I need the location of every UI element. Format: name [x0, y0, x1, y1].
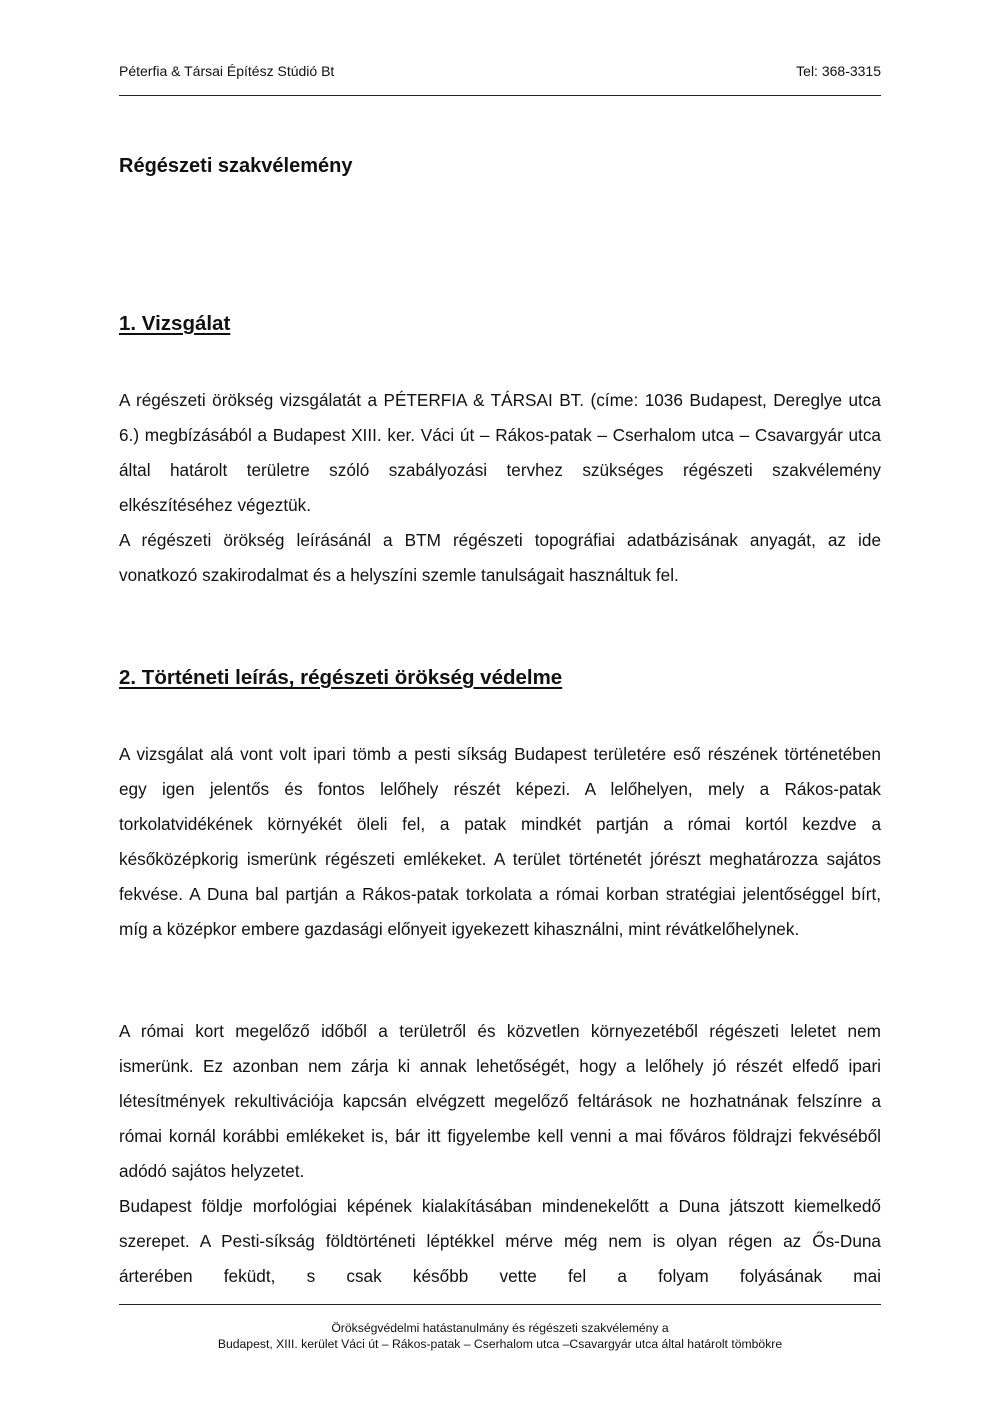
footer-line-1: Örökségvédelmi hatástanulmány és régészeti szakvélemény a — [331, 1321, 669, 1335]
header-company-name: Péterfia & Társai Építész Stúdió Bt — [119, 63, 335, 79]
document-title: Régészeti szakvélemény — [119, 155, 353, 177]
footer-divider — [119, 1304, 881, 1305]
page-header — [119, 60, 881, 82]
footer-line-2: Budapest, XIII. kerület Váci út – Rákos-patak – Cserhalom utca –Csavargyár utca által határolt tömbökre — [217, 1337, 783, 1351]
section-2-paragraph-3: Budapest földje morfológiai képének kialakításában mindenekelőtt a Duna játszott kiemelkedő szerepet. A Pesti-síkság földtörténeti léptékkel mérve még nem is olyan régen az Ős-Duna árterében feküdt, s csak később vette fel a folyam folyásának mai — [119, 1196, 881, 1286]
section-heading-vizsgalat: 1. Vizsgálat — [119, 312, 231, 335]
section-2-paragraph-2: A római kort megelőző időből a területről és közvetlen környezetéből régészeti leletet nem ismerünk. Ez azonban nem zárja ki annak lehetőségét, hogy a lelőhely jó részét elfedő ipari létesítmények rekultivációja kapcsán elvégzett megelőző feltárások ne hozhatnának felszínre a római kornál korábbi emlékeket is, bár itt figyelembe kell venni a mai főváros földrajzi fekvéséből adódó sajátos helyzetet. — [119, 1021, 881, 1181]
header-divider — [119, 95, 881, 96]
section-1-paragraph-2: A régészeti örökség leírásánál a BTM régészeti topográfiai adatbázisának anyagát, az ide vonatkozó szakirodalmat és a helyszíni szemle tanulságait használtuk fel. — [119, 530, 881, 585]
header-phone: Tel: 368-3315 — [796, 63, 881, 79]
section-1-paragraph-1: A régészeti örökség vizsgálatát a PÉTERFIA & TÁRSAI BT. (címe: 1036 Budapest, Dereglye utca 6.) megbízásából a Budapest XIII. ker. Váci út – Rákos-patak – Cserhalom utca – Csavargyár utca által határolt területre szóló szabályozási tervhez szükséges régészeti szakvélemény elkészítéséhez végeztük. — [119, 390, 881, 515]
page-footer — [119, 1320, 881, 1352]
section-2-paragraph-1: A vizsgálat alá vont volt ipari tömb a pesti síkság Budapest területére eső részének történetében egy igen jelentős és fontos lelőhely részét képezi. A lelőhelyen, mely a Rákos-patak torkolatvidékének környékét öleli fel, a patak mindkét partján a római kortól kezdve a későközépkorig ismerünk régészeti emlékeket. A terület történetét jórészt meghatározza sajátos fekvése. A Duna bal partján a Rákos-patak torkolata a római korban stratégiai jelentőséggel bírt, míg a középkor embere gazdasági előnyeit igyekezett kihasználni, mint révátkelőhelynek. — [119, 744, 881, 939]
section-heading-torteneti-leiras: 2. Történeti leírás, régészeti örökség védelme — [119, 666, 563, 689]
